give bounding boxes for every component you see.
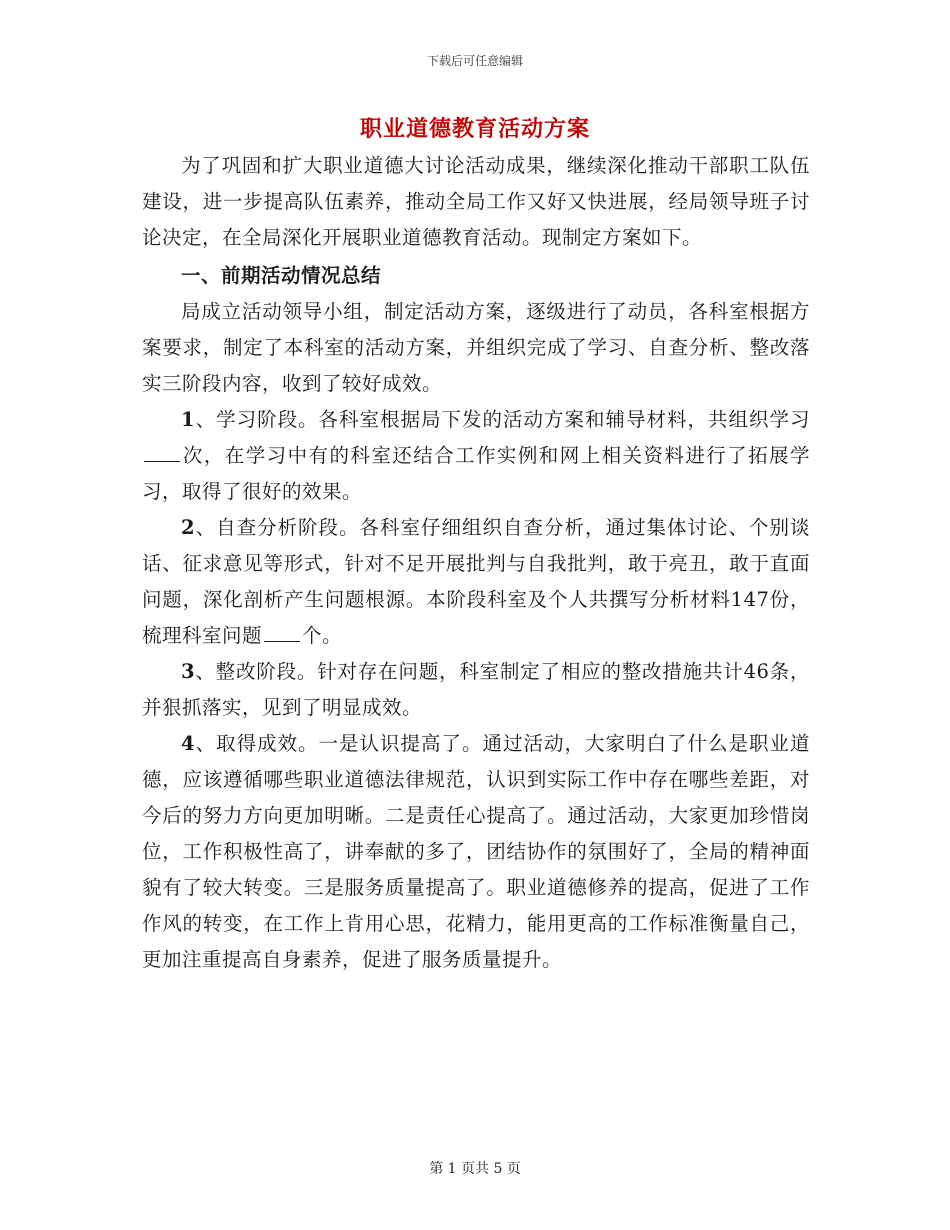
item-3-paragraph: [142, 654, 810, 726]
page-footer: 第 1 页共 5 页: [429, 1161, 521, 1177]
section-1-heading: 一、前期活动情况总结: [181, 264, 382, 287]
header-note: 下载后可任意编辑: [426, 54, 523, 68]
blank-underline: [144, 443, 180, 462]
item-1-paragraph: [142, 402, 810, 510]
item-4-text: 、取得成效。一是认识提高了。通过活动，大家明白了什么是职业道德，应该遵循哪些职业道德法律规范，认识到实际工作中存在哪些差距，对今后的努力方向更加明晰。二是责任心提高了。通过活动，大家更加珍惜岗位，工作积极性高了，讲奉献的多了，团结协作的氛围好了，全局的精神面貌有了较大转变。三是服务质量提高了。职业道德修养的提高，促进了工作作风的转变，在工作上肯用心思，花精力，能用更高的工作标准衡量自己，更加注重提高自身素养，促进了服务质量提升。: [142, 732, 810, 971]
document-title: 职业道德教育活动方案: [359, 116, 590, 142]
item-4-paragraph: [142, 726, 810, 978]
section-1-paragraph: 局成立活动领导小组，制定活动方案，逐级进行了动员，各科室根据方案要求，制定了本科室的活动方案，并组织完成了学习、自查分析、整改落实三阶段内容，收到了较好成效。: [142, 300, 810, 395]
item-3-text: 、整改阶段。针对存在问题，科室制定了相应的整改措施共计46条，并狠抓落实，见到了明显成效。: [142, 660, 810, 719]
document-body: [142, 148, 810, 978]
item-2-text-a: 、自查分析阶段。各科室仔细组织自查分析，通过集体讨论、个别谈话、征求意见等形式，针对不足开展批判与自我批判，敢于亮丑，敢于直面问题，深化剖析产生问题根源。本阶段科室及个人共撰写分析材料147份，梳理科室问题: [142, 516, 810, 647]
item-1-text-b: 次，在学习中有的科室还结合工作实例和网上相关资料进行了拓展学习，取得了很好的效果。: [142, 444, 810, 503]
intro-paragraph: 为了巩固和扩大职业道德大讨论活动成果，继续深化推动干部职工队伍建设，进一步提高队伍素养，推动全局工作又好又快进展，经局领导班子讨论决定，在全局深化开展职业道德教育活动。现制定方案如下。: [142, 154, 810, 249]
item-1-text-a: 、学习阶段。各科室根据局下发的活动方案和辅导材料，共组织学习: [195, 408, 810, 431]
item-2-paragraph: [142, 510, 810, 654]
item-3-number: 3: [181, 660, 196, 683]
item-2-text-b: 个。: [302, 624, 343, 647]
item-1-number: 1: [181, 408, 196, 431]
item-2-number: 2: [181, 516, 196, 539]
blank-underline: [264, 623, 300, 642]
item-4-number: 4: [181, 732, 196, 755]
